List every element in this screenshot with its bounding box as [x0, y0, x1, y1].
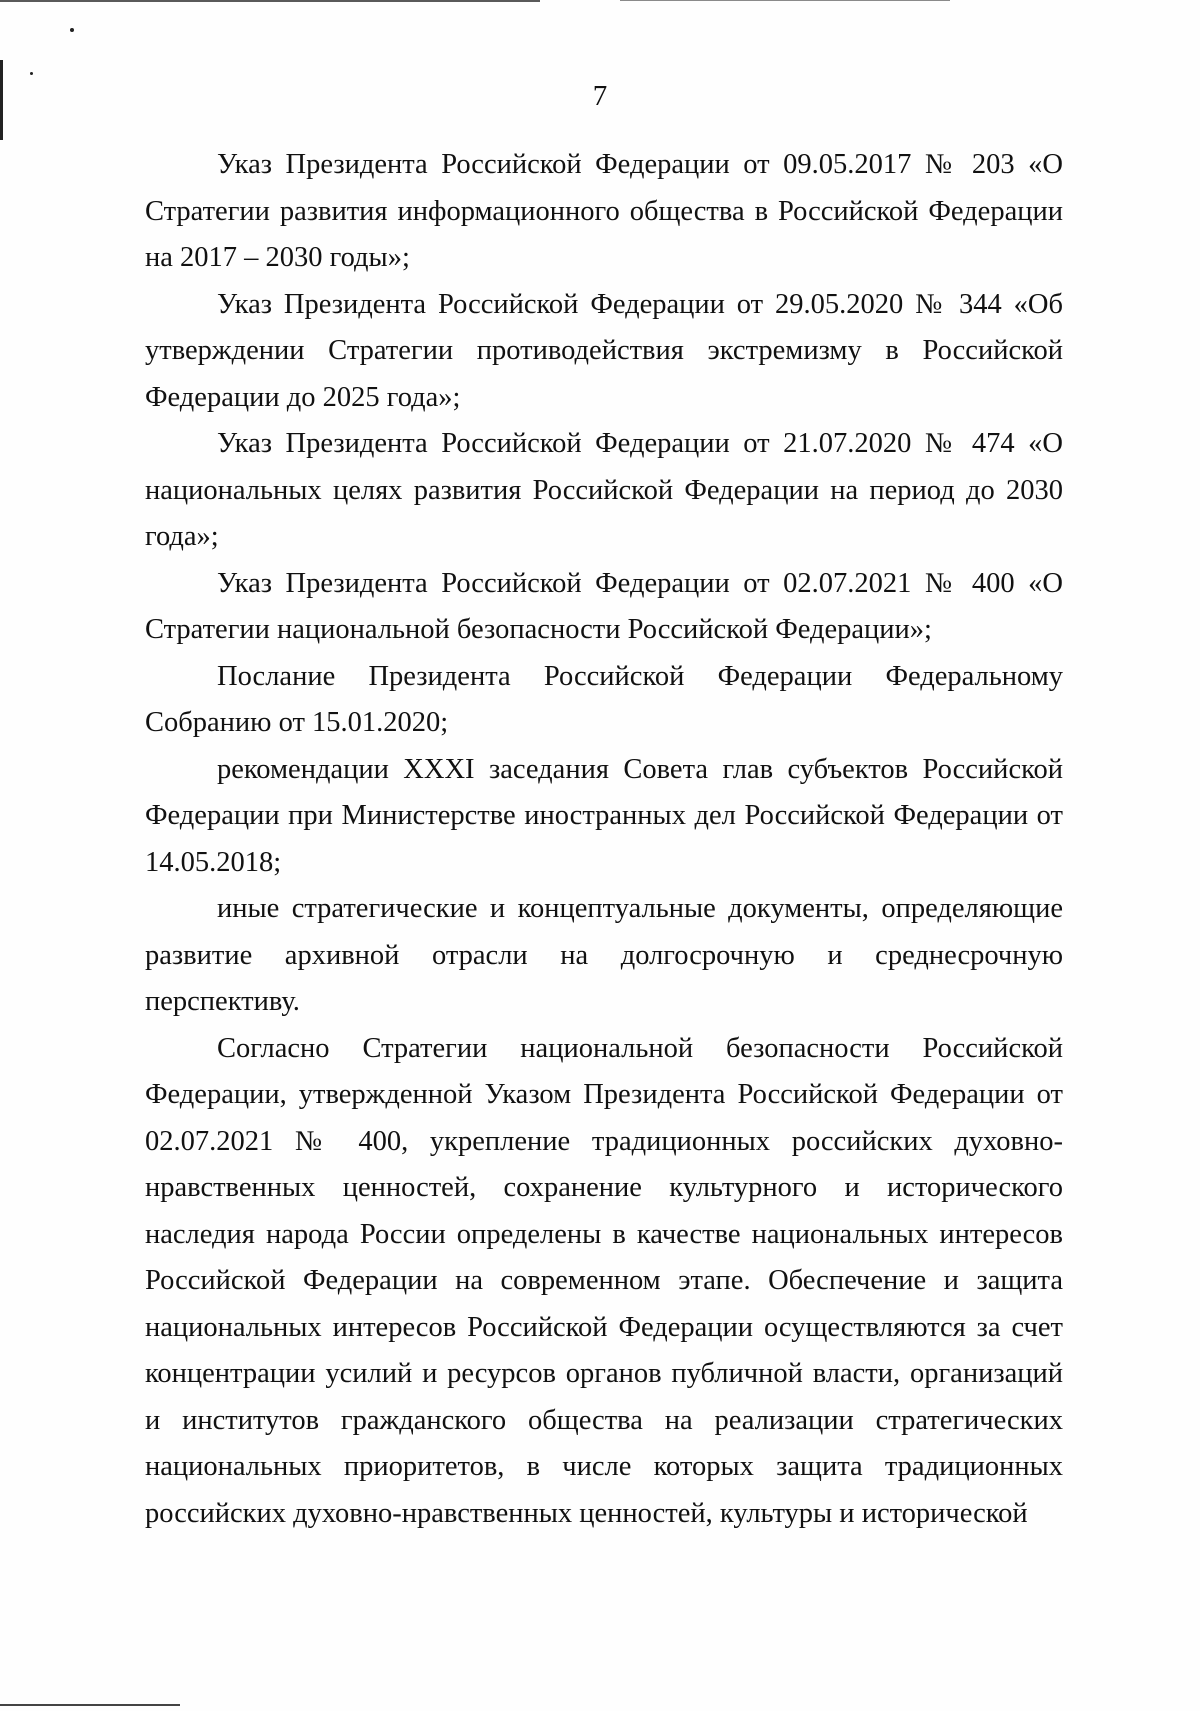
paragraph: Указ Президента Российской Федерации от 21.07.2020 № 474 «О национальных целях развития Российской Федерации на период до 2030 года»;	[145, 428, 1063, 552]
document-body	[145, 142, 1063, 1537]
scan-artifact-dot	[70, 28, 74, 32]
paragraph: иные стратегические и концептуальные документы, определяющие развитие архивной отрасли на долгосрочную и среднесрочную перспективу.	[145, 893, 1063, 1017]
paragraph: Указ Президента Российской Федерации от 09.05.2017 № 203 «О Стратегии развития информационного общества в Российской Федерации на 2017 – 2030 годы»;	[145, 149, 1063, 273]
paragraph: рекомендации XXXI заседания Совета глав субъектов Российской Федерации при Министерстве иностранных дел Российской Федерации от 14.05.2018;	[145, 753, 1063, 878]
scan-artifact-dot	[30, 72, 33, 75]
scan-artifact-top-line	[620, 0, 950, 1]
scan-artifact-bottom-line	[0, 1704, 180, 1706]
scan-artifact-top-line	[0, 0, 540, 2]
page-number: 7	[592, 80, 608, 112]
paragraph: Указ Президента Российской Федерации от 02.07.2021 № 400 «О Стратегии национальной безопасности Российской Федерации»;	[145, 567, 1063, 645]
paragraph: Указ Президента Российской Федерации от 29.05.2020 № 344 «Об утверждении Стратегии противодействия экстремизму в Российской Федерации до 2025 года»;	[145, 288, 1063, 413]
paragraph: Послание Президента Российской Федерации Федеральному Собранию от 15.01.2020;	[145, 660, 1063, 738]
paragraph: Согласно Стратегии национальной безопасности Российской Федерации, утвержденной Указом Президента Российской Федерации от 02.07.2021 № 400, укрепление традиционных российских духовно-нравственных ценностей, сохранение культурного и исторического наследия народа России определены в качестве национальных интересов Российской Федерации на современном этапе. Обеспечение и защита национальных интересов Российской Федерации осуществляются за счет концентрации усилий и ресурсов органов публичной власти, организаций и институтов гражданского общества на реализации стратегических национальных приоритетов, в числе которых защита традиционных российских духовно-нравственных ценностей, культуры и исторической	[145, 1032, 1063, 1529]
